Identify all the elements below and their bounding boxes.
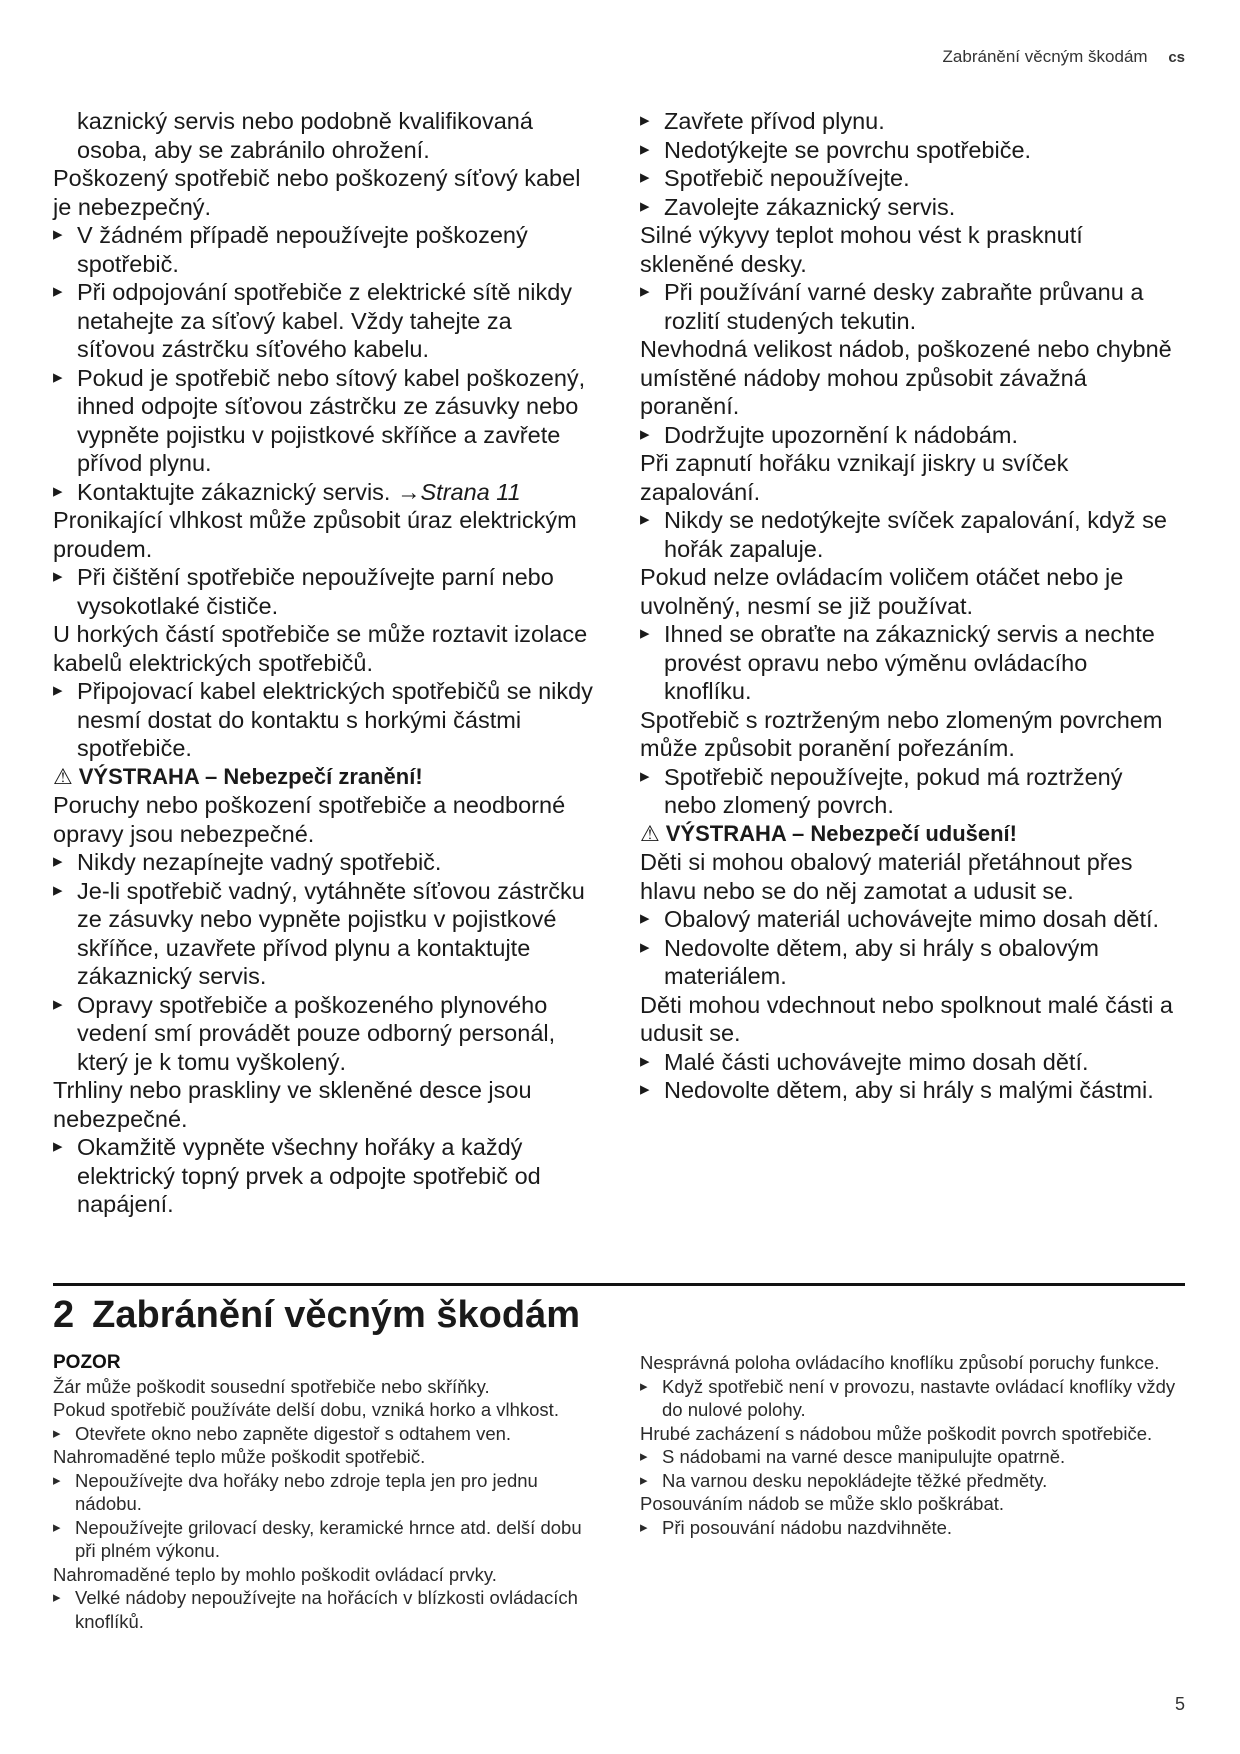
paragraph: Nevhodná velikost nádob, poškozené nebo chybně umístěné nádoby mohou způsobit závažná poranění. (640, 336, 1172, 419)
paragraph: Děti si mohou obalový materiál přetáhnout přes hlavu nebo se do něj zamotat a udusit se. (640, 849, 1133, 904)
bullet-item: ▸ Nikdy se nedotýkejte svíček zapalování, když se hořák zapaluje. (640, 506, 1180, 563)
bullet-item: ▸ Spotřebič nepoužívejte. (640, 164, 1180, 193)
section-number: 2 (53, 1294, 75, 1336)
paragraph: Spotřebič s roztrženým nebo zlomeným povrchem může způsobit poranění pořezáním. (640, 706, 1163, 761)
paragraph: Děti mohou vdechnout nebo spolknout malé části a udusit se. (640, 991, 1173, 1046)
bullet-item (53, 478, 593, 507)
bullet-item: ▸ Okamžitě vypněte všechny hořáky a každý elektrický topný prvek a odpojte spotřebič od napájení. (53, 1133, 593, 1219)
paragraph: Posouváním nádob se může sklo poškrábat. (640, 1493, 1005, 1514)
section2-left-column (53, 1351, 593, 1633)
paragraph: Nahromaděné teplo může poškodit spotřebič. (53, 1446, 426, 1467)
bullet-item: ▸ Nedotýkejte se povrchu spotřebiče. (640, 136, 1180, 165)
running-header (943, 47, 1185, 67)
paragraph: Žár může poškodit sousední spotřebiče nebo skříňky. (53, 1375, 490, 1397)
bullet-item: ▸ Při používání varné desky zabraňte průvanu a rozlití studených tekutin. (640, 278, 1180, 335)
bullet-item: ▸ Nedovolte dětem, aby si hrály s obalovým materiálem. (640, 934, 1180, 991)
bullet-item: ▸ Při čištění spotřebiče nepoužívejte parní nebo vysokotlaké čističe. (53, 563, 593, 620)
page-number: 5 (1174, 1694, 1185, 1714)
bullet-item: ▸ Na varnou desku nepokládejte těžké předměty. (640, 1469, 1180, 1493)
bullet-item: ▸ Je-li spotřebič vadný, vytáhněte síťovou zástrčku ze zásuvky nebo vypněte pojistku v pojistkové skříňce, uzavřete přívod plynu a kontaktujte zákaznický servis. (53, 877, 593, 991)
bullet-item: ▸ Nedovolte dětem, aby si hrály s malými částmi. (640, 1076, 1180, 1105)
bullet-item: ▸ Opravy spotřebiče a poškozeného plynového vedení smí provádět pouze odborný personál, který je k tomu vyškolený. (53, 991, 593, 1077)
paragraph: Hrubé zacházení s nádobou může poškodit povrch spotřebiče. (640, 1422, 1153, 1444)
warning-triangle-icon: ⚠ (640, 820, 660, 846)
left-column (53, 107, 593, 1219)
bullet-item: ▸ Připojovací kabel elektrických spotřebičů se nikdy nesmí dostat do kontaktu s horkými částmi spotřebiče. (53, 677, 593, 763)
section-divider (53, 1283, 1185, 1286)
caution-label: POZOR (53, 1352, 121, 1373)
paragraph: Poruchy nebo poškození spotřebiče a neodborné opravy jsou nebezpečné. (53, 792, 566, 847)
paragraph: Pronikající vlhkost může způsobit úraz elektrickým proudem. (53, 507, 577, 562)
bullet-item: ▸ Nikdy nezapínejte vadný spotřebič. (53, 848, 593, 877)
paragraph: Silné výkyvy teplot mohou vést k prasknutí skleněné desky. (640, 222, 1083, 277)
bullet-item: ▸ V žádném případě nepoužívejte poškozený spotřebič. (53, 221, 593, 278)
paragraph: Poškozený spotřebič nebo poškozený síťový kabel je nebezpečný. (53, 165, 581, 220)
bullet-item: ▸ Nepoužívejte grilovací desky, keramické hrnce atd. delší dobu při plném výkonu. (53, 1516, 593, 1563)
warning-title: VÝSTRAHA – Nebezpečí zranění! (78, 763, 423, 789)
bullet-item: ▸ Pokud je spotřebič nebo sítový kabel poškozený, ihned odpojte síťovou zástrčku ze zásuvky nebo vypněte pojistku v pojistkové skříňce a zavřete přívod plynu. (53, 364, 593, 478)
bullet-item: ▸ Při posouvání nádobu nazdvihněte. (640, 1516, 1180, 1540)
bullet-item: ▸ Zavřete přívod plynu. (640, 107, 1180, 136)
section2-right-column (640, 1351, 1180, 1539)
bullet-item: ▸ Nepoužívejte dva hořáky nebo zdroje tepla jen pro jednu nádobu. (53, 1469, 593, 1516)
paragraph: Nesprávná poloha ovládacího knoflíku způsobí poruchy funkce. (640, 1352, 1160, 1373)
paragraph: Nahromaděné teplo by mohlo poškodit ovládací prvky. (53, 1563, 497, 1585)
section-heading (53, 1294, 580, 1337)
paragraph: kaznický servis nebo podobně kvalifikovaná osoba, aby se zabránilo ohrožení. (77, 108, 533, 163)
paragraph: Při zapnutí hořáku vznikají jiskry u svíček zapalování. (640, 450, 1069, 505)
bullet-text: Kontaktujte zákaznický servis. (77, 478, 391, 505)
section-title: Zabránění věcným škodám (92, 1294, 580, 1336)
warning-heading (640, 820, 1180, 849)
warning-title: VÝSTRAHA – Nebezpečí udušení! (665, 820, 1017, 846)
paragraph: U horkých částí spotřebiče se může roztavit izolace kabelů elektrických spotřebičů. (53, 621, 588, 676)
paragraph: Pokud nelze ovládacím voličem otáčet nebo je uvolněný, nesmí se již používat. (640, 564, 1124, 619)
right-column (640, 107, 1180, 1105)
bullet-item: ▸ Při odpojování spotřebiče z elektrické sítě nikdy netahejte za síťový kabel. Vždy tahejte za síťovou zástrčku síťového kabelu. (53, 278, 593, 364)
bullet-item: ▸ Zavolejte zákaznický servis. (640, 193, 1180, 222)
bullet-item: ▸ Když spotřebič není v provozu, nastavte ovládací knoflíky vždy do nulové polohy. (640, 1375, 1180, 1422)
paragraph: Trhliny nebo praskliny ve skleněné desce jsou nebezpečné. (53, 1077, 532, 1132)
bullet-item: ▸ S nádobami na varné desce manipulujte opatrně. (640, 1445, 1180, 1469)
bullet-item: ▸ Ihned se obraťte na zákaznický servis a nechte provést opravu nebo výměnu ovládacího knoflíku. (640, 620, 1180, 706)
page-reference-link[interactable]: →Strana 11 (397, 478, 521, 505)
warning-triangle-icon: ⚠ (53, 763, 73, 789)
bullet-item: ▸ Dodržujte upozornění k nádobám. (640, 421, 1180, 450)
bullet-item: ▸ Velké nádoby nepoužívejte na hořácích v blízkosti ovládacích knoflíků. (53, 1586, 593, 1633)
bullet-item: ▸ Obalový materiál uchovávejte mimo dosah dětí. (640, 905, 1180, 934)
bullet-item: ▸ Malé části uchovávejte mimo dosah dětí. (640, 1048, 1180, 1077)
header-language-code: cs (1168, 49, 1185, 66)
bullet-item: ▸ Otevřete okno nebo zapněte digestoř s odtahem ven. (53, 1422, 593, 1446)
header-section-title: Zabránění věcným škodám (942, 47, 1148, 66)
paragraph: Pokud spotřebič používáte delší dobu, vzniká horko a vlhkost. (53, 1399, 559, 1420)
bullet-item: ▸ Spotřebič nepoužívejte, pokud má roztržený nebo zlomený povrch. (640, 763, 1180, 820)
warning-heading (53, 763, 593, 792)
